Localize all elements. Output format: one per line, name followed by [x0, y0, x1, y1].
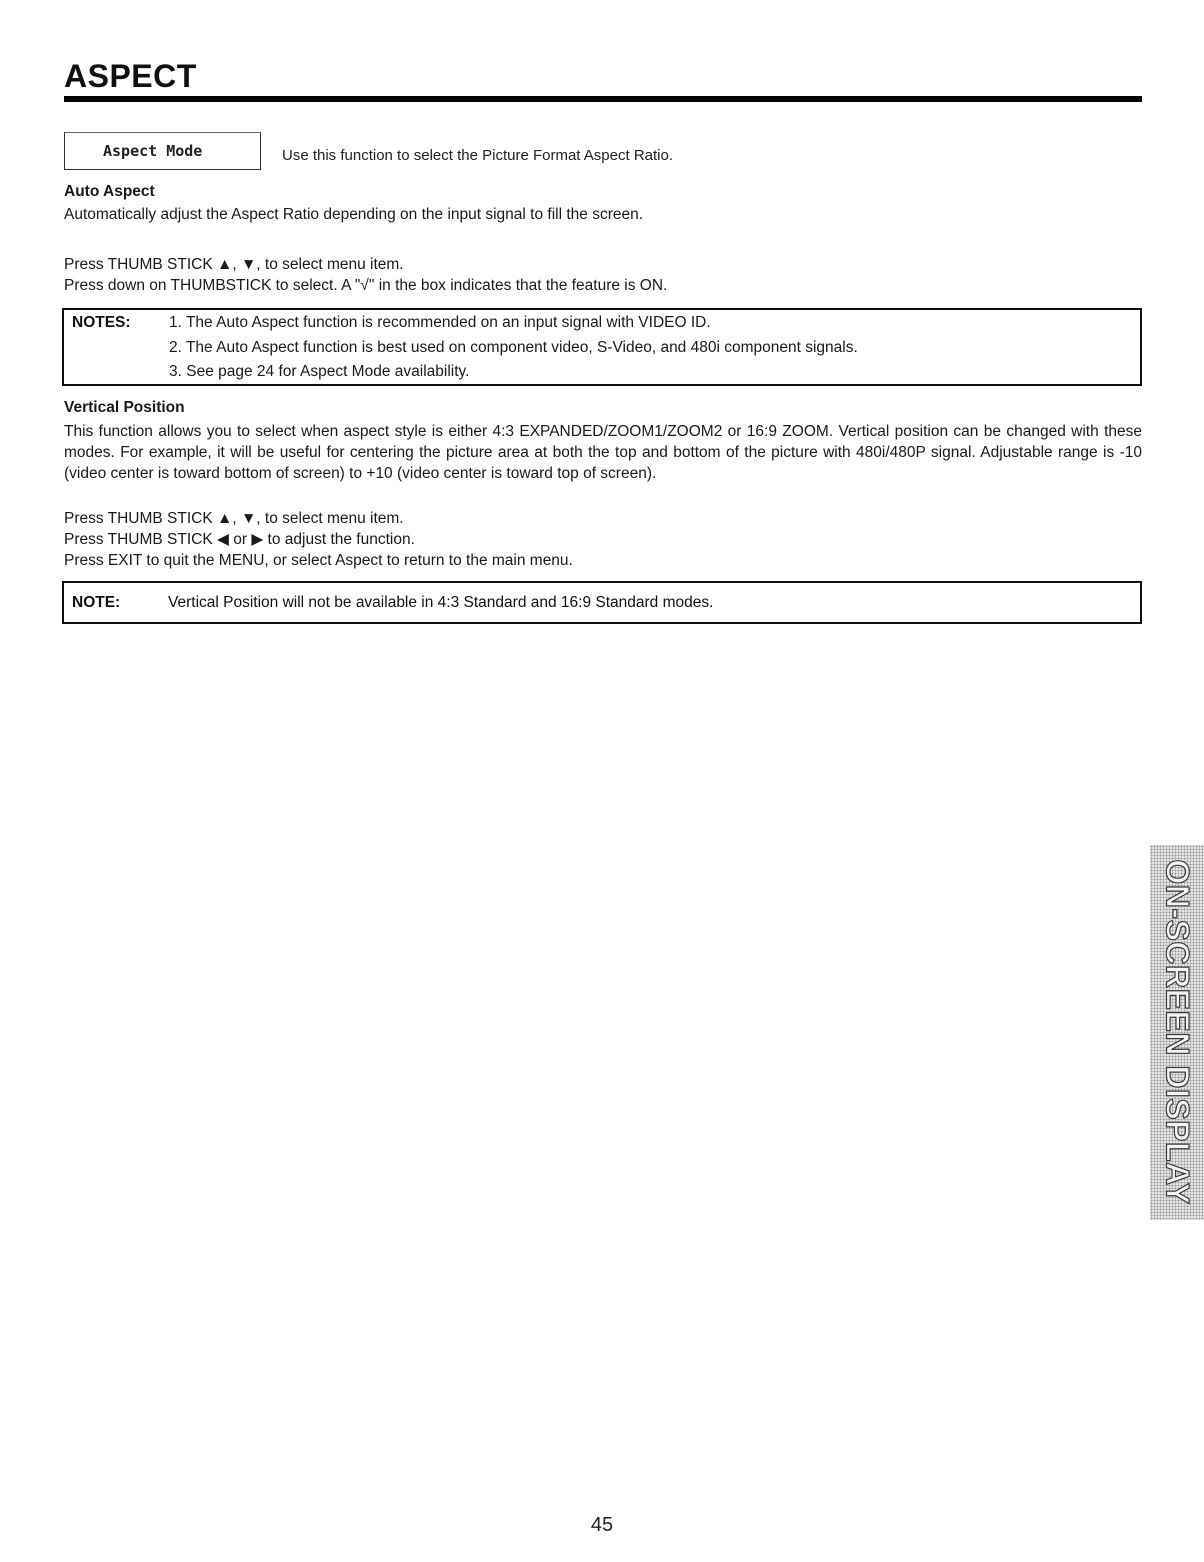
title-rule — [64, 96, 1142, 102]
section-side-tab-label: ON-SCREEN DISPLAY — [1159, 859, 1196, 1205]
auto-aspect-instruction: Press down on THUMBSTICK to select. A "√" in the box indicates that the feature is ON. — [64, 277, 668, 294]
notes-box — [62, 308, 1142, 386]
section-side-tab — [1150, 845, 1204, 1220]
vertical-position-heading: Vertical Position — [64, 399, 185, 416]
notes-label: NOTES: — [72, 314, 131, 331]
vertical-position-instruction: Press THUMB STICK ◀ or ▶ to adjust the function. — [64, 531, 415, 548]
auto-aspect-description: Automatically adjust the Aspect Ratio depending on the input signal to fill the screen. — [64, 206, 644, 223]
page-title: ASPECT — [64, 58, 197, 94]
note-text: Vertical Position will not be available in 4:3 Standard and 16:9 Standard modes. — [168, 594, 714, 611]
note-item: 2. The Auto Aspect function is best used on component video, S-Video, and 480i component signals. — [169, 339, 858, 356]
aspect-mode-box: Aspect Mode — [64, 132, 261, 170]
page-number: 45 — [590, 1514, 614, 1536]
vertical-position-description: This function allows you to select when aspect style is either 4:3 EXPANDED/ZOOM1/ZOOM2 or 16:9 ZOOM. Vertical position can be changed with these modes. For example, it will be useful for centering the picture area at both the top and bottom of the picture with 480i/480P signal. Adjustable range is -10 (video center is toward bottom of screen) to +10 (video center is toward top of screen). — [64, 423, 1142, 482]
vertical-position-instruction: Press EXIT to quit the MENU, or select Aspect to return to the main menu. — [64, 552, 573, 569]
auto-aspect-instruction: Press THUMB STICK ▲, ▼, to select menu item. — [64, 256, 404, 273]
note-item: 1. The Auto Aspect function is recommended on an input signal with VIDEO ID. — [169, 314, 711, 331]
aspect-mode-description: Use this function to select the Picture Format Aspect Ratio. — [282, 147, 674, 164]
note-label: NOTE: — [72, 594, 121, 611]
vertical-position-instruction: Press THUMB STICK ▲, ▼, to select menu item. — [64, 510, 404, 527]
note-item: 3. See page 24 for Aspect Mode availability. — [169, 363, 470, 380]
note-box — [62, 581, 1142, 624]
auto-aspect-heading: Auto Aspect — [64, 183, 155, 200]
